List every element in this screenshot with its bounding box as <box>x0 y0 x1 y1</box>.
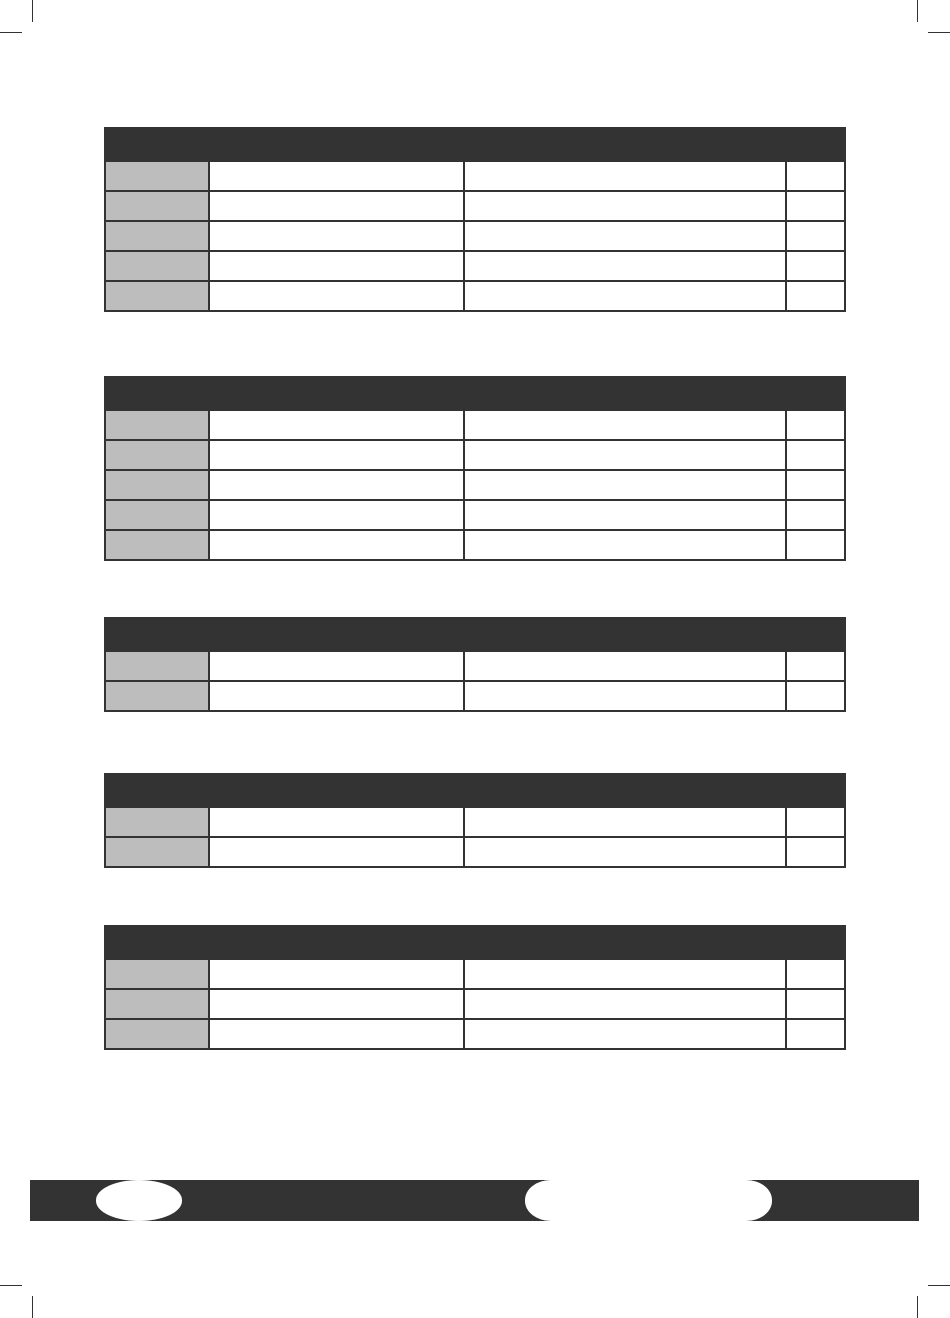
row-label-cell <box>104 441 208 471</box>
table-row <box>104 501 846 531</box>
table-cell <box>208 682 463 712</box>
crop-mark-bottom-left-h <box>0 1285 22 1286</box>
table-cell <box>463 192 785 222</box>
row-label-cell <box>104 1020 208 1050</box>
table-cell <box>208 1020 463 1050</box>
table-cell <box>785 192 846 222</box>
table-cell <box>463 252 785 282</box>
table-row <box>104 1020 846 1050</box>
table-cell <box>208 222 463 252</box>
row-label-cell <box>104 252 208 282</box>
table-row <box>104 808 846 838</box>
table-cell <box>208 990 463 1020</box>
table-cell <box>208 838 463 868</box>
row-label-cell <box>104 282 208 312</box>
row-label-cell <box>104 838 208 868</box>
table-header <box>104 127 846 162</box>
spec-table-2 <box>104 376 846 561</box>
table-row <box>104 222 846 252</box>
row-label-cell <box>104 222 208 252</box>
table-cell <box>463 990 785 1020</box>
table-cell <box>463 1020 785 1050</box>
table-row <box>104 192 846 222</box>
page-footer <box>30 1180 919 1221</box>
crop-mark-top-left-h <box>0 32 22 33</box>
table-cell <box>208 471 463 501</box>
table-cell <box>785 990 846 1020</box>
table-row <box>104 411 846 441</box>
table-row <box>104 960 846 990</box>
table-cell <box>463 282 785 312</box>
table-cell <box>463 960 785 990</box>
row-label-cell <box>104 808 208 838</box>
table-cell <box>463 652 785 682</box>
table-row <box>104 531 846 561</box>
row-label-cell <box>104 192 208 222</box>
table-cell <box>208 162 463 192</box>
table-cell <box>785 1020 846 1050</box>
crop-mark-bottom-left-v <box>32 1296 33 1318</box>
crop-mark-top-right-v <box>917 0 918 22</box>
table-row <box>104 990 846 1020</box>
table-header <box>104 617 846 652</box>
table-cell <box>208 652 463 682</box>
table-cell <box>785 808 846 838</box>
table-cell <box>208 441 463 471</box>
table-cell <box>208 501 463 531</box>
table-cell <box>463 808 785 838</box>
crop-mark-top-right-h <box>928 32 950 33</box>
table-cell <box>785 411 846 441</box>
table-cell <box>785 471 846 501</box>
row-label-cell <box>104 162 208 192</box>
row-label-cell <box>104 471 208 501</box>
row-label-cell <box>104 682 208 712</box>
crop-mark-top-left-v <box>32 0 33 22</box>
footer-title-segment <box>525 1180 772 1221</box>
table-cell <box>785 960 846 990</box>
table-header <box>104 773 846 808</box>
row-label-cell <box>104 411 208 441</box>
table-cell <box>785 682 846 712</box>
table-cell <box>785 282 846 312</box>
table-cell <box>785 162 846 192</box>
table-row <box>104 471 846 501</box>
table-cell <box>785 252 846 282</box>
table-cell <box>463 531 785 561</box>
table-cell <box>785 652 846 682</box>
table-cell <box>208 411 463 441</box>
table-cell <box>208 192 463 222</box>
table-cell <box>208 960 463 990</box>
table-cell <box>785 531 846 561</box>
row-label-cell <box>104 531 208 561</box>
table-cell <box>208 252 463 282</box>
table-cell <box>463 162 785 192</box>
crop-mark-bottom-right-v <box>917 1296 918 1318</box>
row-label-cell <box>104 501 208 531</box>
page-number-badge <box>96 1180 182 1221</box>
table-cell <box>208 282 463 312</box>
table-cell <box>463 222 785 252</box>
table-row <box>104 652 846 682</box>
table-row <box>104 441 846 471</box>
table-cell <box>208 531 463 561</box>
spec-table-3 <box>104 617 846 712</box>
table-cell <box>463 501 785 531</box>
table-header <box>104 925 846 960</box>
table-row <box>104 682 846 712</box>
table-row <box>104 838 846 868</box>
spec-table-1 <box>104 127 846 312</box>
spec-table-5 <box>104 925 846 1050</box>
spec-table-4 <box>104 773 846 868</box>
table-cell <box>785 501 846 531</box>
table-row <box>104 252 846 282</box>
table-header <box>104 376 846 411</box>
table-row <box>104 282 846 312</box>
row-label-cell <box>104 960 208 990</box>
crop-mark-bottom-right-h <box>928 1285 950 1286</box>
table-cell <box>208 808 463 838</box>
table-row <box>104 162 846 192</box>
table-cell <box>463 471 785 501</box>
table-cell <box>785 222 846 252</box>
table-cell <box>463 838 785 868</box>
table-cell <box>463 411 785 441</box>
row-label-cell <box>104 652 208 682</box>
table-cell <box>463 441 785 471</box>
table-cell <box>785 441 846 471</box>
row-label-cell <box>104 990 208 1020</box>
table-cell <box>463 682 785 712</box>
table-cell <box>785 838 846 868</box>
